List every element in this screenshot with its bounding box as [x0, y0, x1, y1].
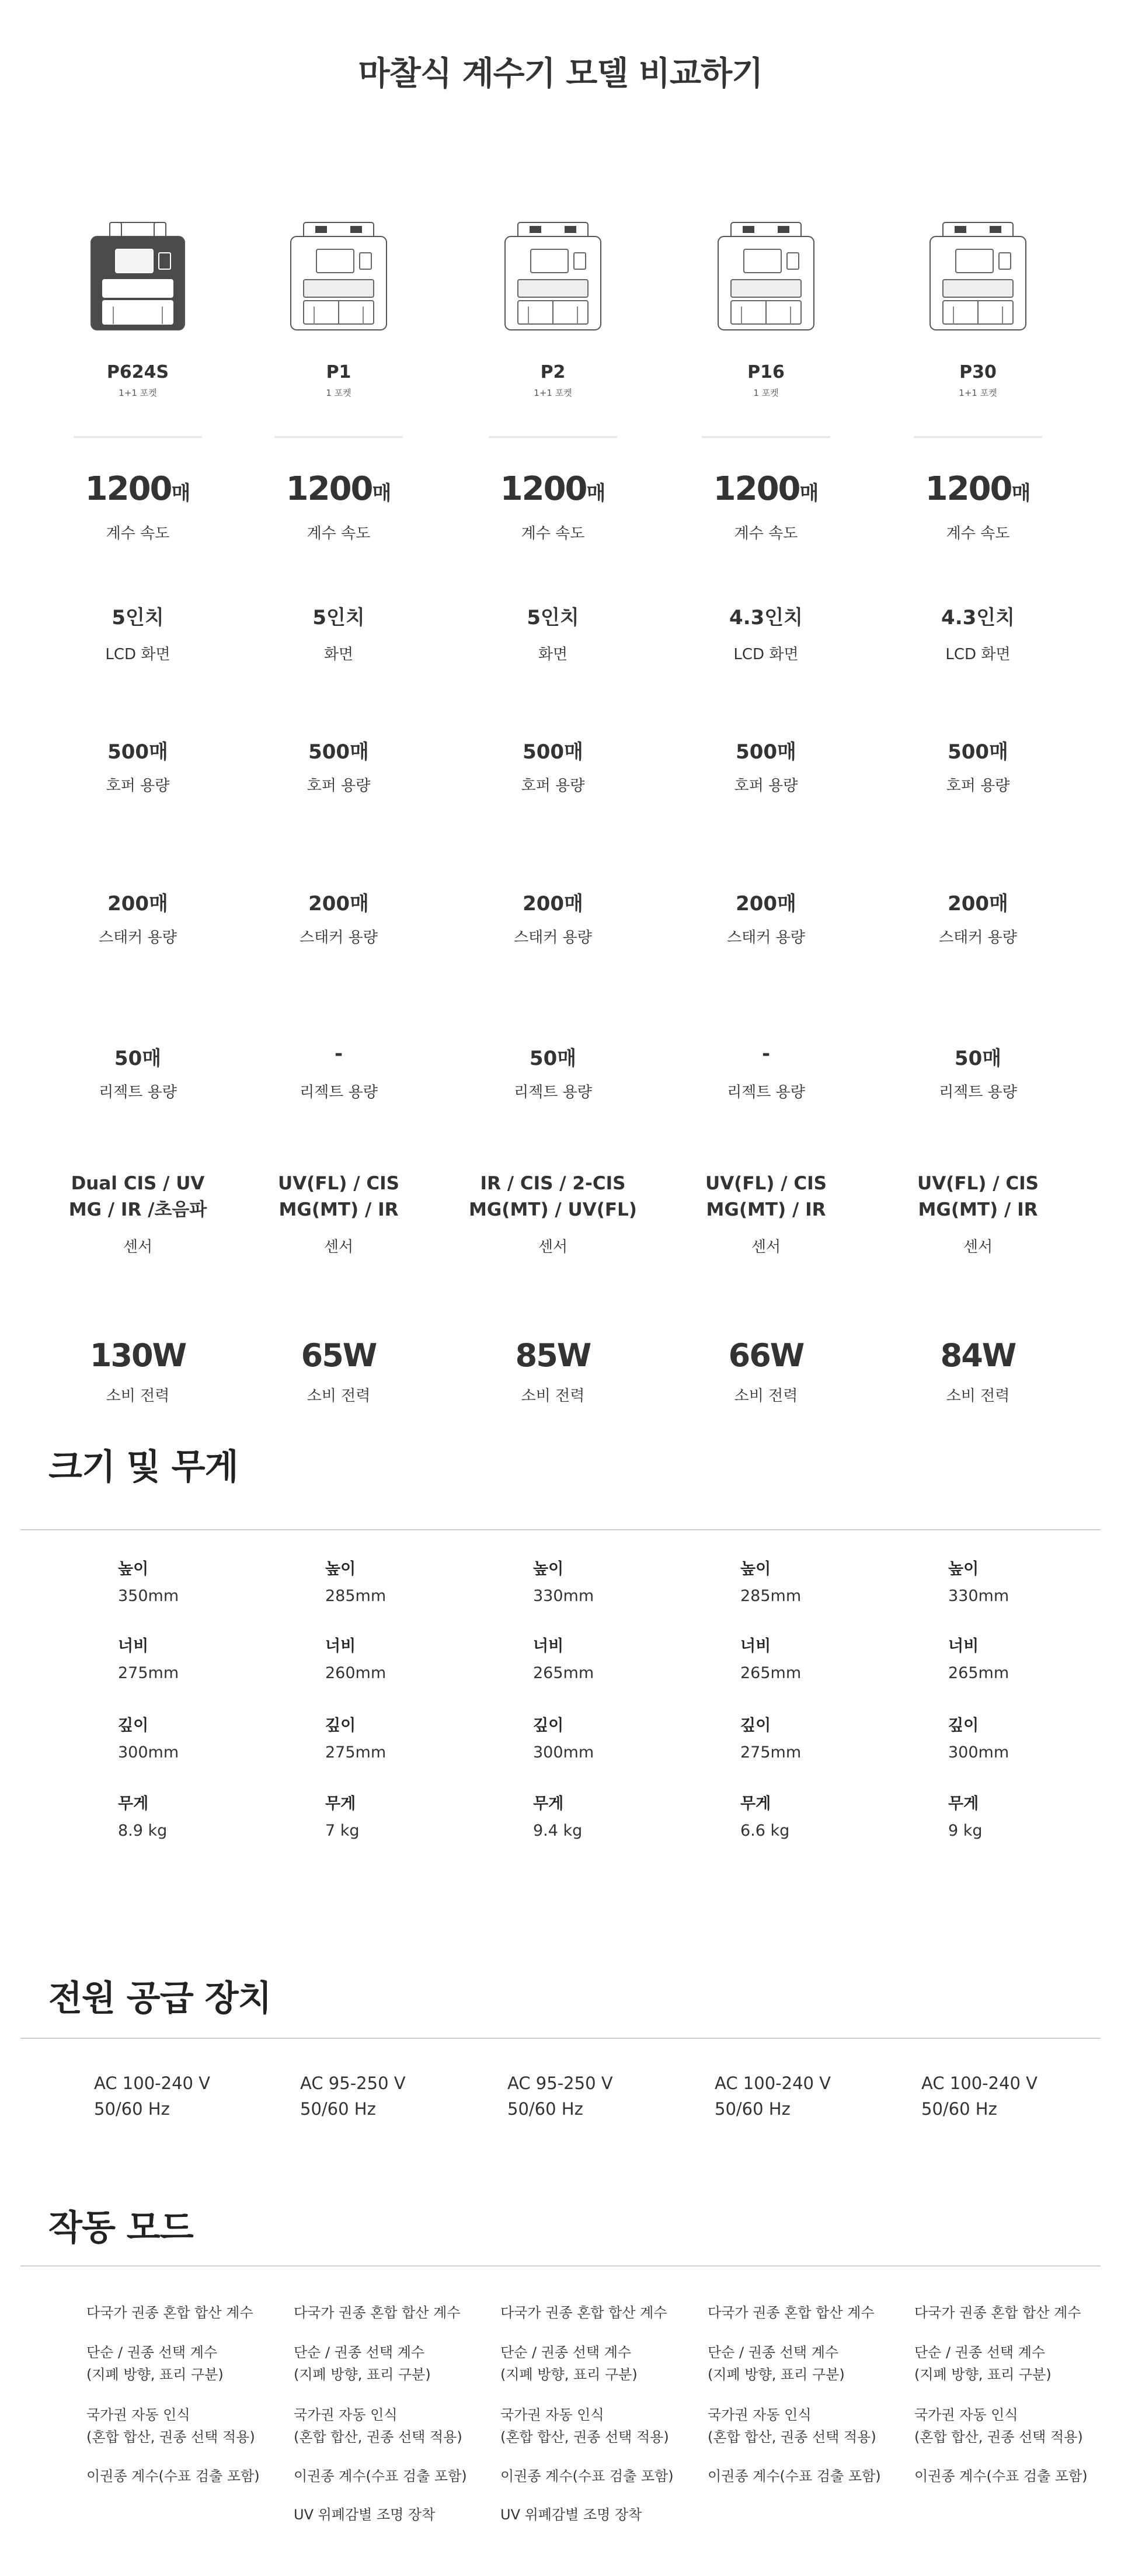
dim-weight-label: 무게	[948, 1795, 979, 1813]
dim-width-value: 265mm	[533, 1664, 594, 1682]
speed-number: 1200	[500, 470, 587, 508]
spec-reject-value: 50매	[954, 1047, 1002, 1070]
size-section-title: 크기 및 무게	[48, 1447, 238, 1488]
spec-sensor-label: 센서	[751, 1238, 781, 1256]
mode-item	[914, 2404, 1083, 2448]
spec-reject-value: -	[334, 1042, 343, 1066]
dim-weight-value: 9 kg	[948, 1822, 983, 1840]
dim-width-label: 너비	[533, 1637, 564, 1655]
mode-item	[500, 2404, 669, 2448]
mode-item	[294, 2465, 467, 2487]
dim-depth	[118, 1712, 270, 1762]
mode-item-line: (혼합 합산, 권종 선택 적용)	[294, 2429, 462, 2445]
mode-item	[294, 2302, 461, 2324]
mode-item	[86, 2302, 253, 2324]
mode-item-line: 단순 / 권종 선택 계수	[294, 2344, 425, 2361]
power-supply-item	[300, 2070, 406, 2122]
mode-item-line: 국가권 자동 인식	[708, 2407, 812, 2423]
dim-width-value: 275mm	[118, 1664, 179, 1682]
dim-width-value: 265mm	[740, 1664, 802, 1682]
spec-reject-label: 리젝트 용량	[99, 1084, 177, 1101]
spec-sensor-line1: IR / CIS / 2-CIS	[480, 1173, 626, 1194]
mode-item-line: 국가권 자동 인식	[294, 2407, 398, 2423]
spec-sensor-line1: Dual CIS / UV	[71, 1173, 205, 1194]
spec-stacker-value: 200매	[107, 892, 168, 915]
mode-item	[500, 2504, 642, 2526]
dim-weight-value: 6.6 kg	[740, 1822, 790, 1840]
product-pockets: 1 포켓	[753, 388, 779, 398]
mode-item-line: (혼합 합산, 권종 선택 적용)	[86, 2429, 255, 2445]
power-frequency: 50/60 Hz	[300, 2099, 376, 2119]
mode-item-line: 이권종 계수(수표 검출 포함)	[914, 2468, 1088, 2484]
mode-item-line: (지폐 방향, 표리 구분)	[86, 2366, 224, 2383]
power-voltage: AC 100-240 V	[94, 2073, 211, 2093]
dim-depth-label: 깊이	[533, 1717, 564, 1735]
spec-screen-label: 화면	[323, 646, 354, 663]
dim-weight	[948, 1791, 1100, 1840]
spec-hopper-label: 호퍼 용량	[734, 777, 798, 795]
size-section-divider	[20, 1529, 1101, 1530]
spec-screen-label: LCD 화면	[105, 646, 170, 663]
product-name[interactable]: P624S	[106, 362, 169, 382]
spec-sensor-line1: UV(FL) / CIS	[278, 1173, 399, 1194]
spec-sensor-line1: UV(FL) / CIS	[917, 1173, 1039, 1194]
dim-height-label: 높이	[948, 1560, 979, 1578]
dim-depth-value: 300mm	[948, 1743, 1009, 1762]
mode-item	[500, 2341, 638, 2386]
dim-weight-value: 7 kg	[325, 1822, 360, 1840]
dim-height	[533, 1556, 685, 1605]
dim-weight-value: 8.9 kg	[118, 1822, 168, 1840]
dim-width	[948, 1633, 1100, 1682]
product-image-p1[interactable]	[280, 219, 397, 336]
mode-item-line: 단순 / 권종 선택 계수	[500, 2344, 632, 2361]
speed-number: 1200	[85, 470, 172, 508]
counter-machine-icon	[920, 327, 1036, 338]
dim-height	[325, 1556, 477, 1605]
product-pockets: 1+1 포켓	[959, 388, 997, 398]
mode-section-divider	[20, 2265, 1101, 2267]
spec-power-label: 소비 전력	[521, 1387, 585, 1405]
spec-speed-label: 계수 속도	[106, 525, 170, 542]
spec-reject-value: 50매	[529, 1047, 577, 1070]
mode-item-line: (혼합 합산, 권종 선택 적용)	[500, 2429, 669, 2445]
mode-item-line: (혼합 합산, 권종 선택 적용)	[914, 2429, 1083, 2445]
speed-number: 1200	[713, 470, 800, 508]
mode-item-line: 다국가 권종 혼합 합산 계수	[294, 2305, 461, 2321]
spec-stacker-label: 스태커 용량	[727, 929, 805, 946]
counter-machine-icon	[495, 327, 611, 338]
spec-reject-value: -	[761, 1042, 771, 1066]
spec-power-value: 84W	[940, 1337, 1016, 1374]
product-image-p16[interactable]	[708, 219, 824, 336]
spec-speed-value	[678, 470, 854, 508]
spec-sensor-line2: MG(MT) / UV(FL)	[469, 1199, 637, 1220]
speed-unit: 매	[372, 482, 392, 505]
mode-item	[914, 2341, 1052, 2386]
power-frequency: 50/60 Hz	[715, 2099, 791, 2119]
spec-speed-value	[50, 470, 225, 508]
mode-item	[86, 2465, 260, 2487]
mode-item	[708, 2404, 876, 2448]
dim-depth-label: 깊이	[325, 1717, 356, 1735]
product-image-p2[interactable]	[495, 219, 611, 336]
dim-width-value: 265mm	[948, 1664, 1009, 1682]
dim-height	[740, 1556, 892, 1605]
power-voltage: AC 100-240 V	[921, 2073, 1038, 2093]
mode-item	[708, 2302, 875, 2324]
speed-unit: 매	[799, 482, 819, 505]
speed-number: 1200	[286, 470, 372, 508]
power-frequency: 50/60 Hz	[507, 2099, 583, 2119]
spec-hopper-label: 호퍼 용량	[106, 777, 170, 795]
dim-height-label: 높이	[533, 1560, 564, 1578]
mode-item-line: 이권종 계수(수표 검출 포함)	[500, 2468, 674, 2484]
spec-sensor-label: 센서	[963, 1238, 993, 1256]
dim-width	[325, 1633, 477, 1682]
mode-item	[500, 2465, 674, 2487]
speed-unit: 매	[171, 482, 191, 505]
product-pockets: 1+1 포켓	[119, 388, 157, 398]
product-name[interactable]: P16	[747, 362, 785, 382]
spec-stacker-value: 200매	[736, 892, 796, 915]
spec-power-value: 66W	[728, 1337, 804, 1374]
dim-weight-label: 무게	[325, 1795, 356, 1813]
mode-item-line: 다국가 권종 혼합 합산 계수	[708, 2305, 875, 2321]
dim-weight	[118, 1791, 270, 1840]
power-voltage: AC 95-250 V	[300, 2073, 406, 2093]
spec-screen-value: 4.3인치	[941, 606, 1015, 629]
dim-depth-label: 깊이	[948, 1717, 979, 1735]
mode-item-line: (지폐 방향, 표리 구분)	[294, 2366, 431, 2383]
speed-unit: 매	[586, 482, 606, 505]
mode-item	[86, 2341, 224, 2386]
spec-hopper-value: 500매	[107, 740, 168, 764]
speed-unit: 매	[1011, 482, 1031, 505]
spec-reject-value: 50매	[114, 1047, 162, 1070]
mode-item-line: 이권종 계수(수표 검출 포함)	[708, 2468, 881, 2484]
spec-reject-label: 리젝트 용량	[939, 1084, 1017, 1101]
spec-sensor-line2: MG(MT) / IR	[278, 1199, 399, 1220]
spec-stacker-label: 스태커 용량	[514, 929, 592, 946]
spec-sensor-line2: MG(MT) / IR	[918, 1199, 1038, 1220]
mode-item	[500, 2302, 667, 2324]
spec-stacker-value: 200매	[523, 892, 583, 915]
dim-depth-value: 275mm	[325, 1743, 387, 1762]
dim-width-label: 너비	[118, 1637, 149, 1655]
power-supply-item	[715, 2070, 831, 2122]
product-divider	[274, 436, 403, 438]
spec-power-label: 소비 전력	[734, 1387, 798, 1405]
spec-speed-value	[465, 470, 640, 508]
mode-item	[708, 2465, 881, 2487]
mode-item	[294, 2504, 435, 2526]
spec-stacker-label: 스태커 용량	[939, 929, 1017, 946]
spec-power-label: 소비 전력	[106, 1387, 170, 1405]
product-divider	[702, 436, 830, 438]
dim-height	[118, 1556, 270, 1605]
mode-item-line: 국가권 자동 인식	[86, 2407, 190, 2423]
mode-item-line: UV 위폐감별 조명 장착	[500, 2507, 642, 2523]
dim-weight-label: 무게	[533, 1795, 564, 1813]
spec-stacker-value: 200매	[948, 892, 1008, 915]
mode-item	[86, 2404, 255, 2448]
dim-height-label: 높이	[740, 1560, 771, 1578]
mode-item	[914, 2302, 1081, 2324]
mode-item-line: (지폐 방향, 표리 구분)	[708, 2366, 845, 2383]
spec-sensor-label: 센서	[323, 1238, 354, 1256]
spec-power-value: 65W	[301, 1337, 377, 1374]
dim-weight	[325, 1791, 477, 1840]
dim-weight	[740, 1791, 892, 1840]
product-divider	[914, 436, 1042, 438]
spec-power-value: 130W	[89, 1337, 186, 1374]
spec-speed-value	[251, 470, 426, 508]
power-supply-item	[921, 2070, 1038, 2122]
product-name[interactable]: P1	[326, 362, 351, 382]
dim-weight-label: 무게	[740, 1795, 771, 1813]
spec-stacker-label: 스태커 용량	[300, 929, 378, 946]
mode-item-line: (지폐 방향, 표리 구분)	[914, 2366, 1052, 2383]
power-frequency: 50/60 Hz	[921, 2099, 997, 2119]
spec-hopper-value: 500매	[308, 740, 369, 764]
dim-width-label: 너비	[325, 1637, 356, 1655]
product-image-p624s[interactable]	[79, 219, 196, 336]
spec-power-value: 85W	[515, 1337, 591, 1374]
dim-height-label: 높이	[118, 1560, 149, 1578]
mode-section-title: 작동 모드	[48, 2208, 193, 2248]
product-pockets: 1 포켓	[326, 388, 351, 398]
spec-sensor-line1: UV(FL) / CIS	[705, 1173, 827, 1194]
dim-weight	[533, 1791, 685, 1840]
spec-speed-label: 계수 속도	[307, 525, 371, 542]
dim-weight-label: 무게	[118, 1795, 149, 1813]
dim-depth-value: 275mm	[740, 1743, 802, 1762]
dim-height-label: 높이	[325, 1560, 356, 1578]
mode-item-line: 국가권 자동 인식	[914, 2407, 1018, 2423]
product-name[interactable]: P2	[540, 362, 566, 382]
product-divider	[74, 436, 202, 438]
power-frequency: 50/60 Hz	[94, 2099, 170, 2119]
spec-power-label: 소비 전력	[946, 1387, 1010, 1405]
spec-reject-label: 리젝트 용량	[514, 1084, 592, 1101]
spec-screen-value: 4.3인치	[729, 606, 803, 629]
spec-screen-value: 5인치	[112, 606, 164, 629]
spec-hopper-label: 호퍼 용량	[521, 777, 585, 795]
dim-depth	[948, 1712, 1100, 1762]
mode-item-line: 이권종 계수(수표 검출 포함)	[294, 2468, 467, 2484]
spec-screen-label: LCD 화면	[733, 646, 799, 663]
spec-screen-label: 화면	[538, 646, 568, 663]
power-supply-item	[94, 2070, 210, 2122]
spec-stacker-value: 200매	[308, 892, 369, 915]
speed-number: 1200	[925, 470, 1012, 508]
spec-screen-value: 5인치	[312, 606, 365, 629]
dim-depth-label: 깊이	[740, 1717, 771, 1735]
product-divider	[489, 436, 617, 438]
dim-depth	[533, 1712, 685, 1762]
mode-item-line: 단순 / 권종 선택 계수	[708, 2344, 839, 2361]
counter-machine-dark-icon	[79, 327, 196, 338]
spec-sensor-label: 센서	[123, 1238, 153, 1256]
spec-sensor-label: 센서	[538, 1238, 568, 1256]
spec-speed-label: 계수 속도	[734, 525, 798, 542]
dim-width	[118, 1633, 270, 1682]
dim-width	[740, 1633, 892, 1682]
mode-item	[294, 2341, 431, 2386]
spec-power-label: 소비 전력	[307, 1387, 371, 1405]
power-section-title: 전원 공급 장치	[48, 1978, 271, 2019]
dim-width	[533, 1633, 685, 1682]
mode-item-line: 다국가 권종 혼합 합산 계수	[914, 2305, 1081, 2321]
spec-hopper-value: 500매	[948, 740, 1008, 764]
mode-item	[294, 2404, 462, 2448]
mode-item-line: 단순 / 권종 선택 계수	[914, 2344, 1046, 2361]
dim-height-value: 330mm	[533, 1587, 594, 1605]
spec-stacker-label: 스태커 용량	[99, 929, 177, 946]
spec-screen-label: LCD 화면	[945, 646, 1011, 663]
mode-item-line: 이권종 계수(수표 검출 포함)	[86, 2468, 260, 2484]
dim-height-value: 285mm	[325, 1587, 387, 1605]
dim-weight-value: 9.4 kg	[533, 1822, 583, 1840]
spec-reject-label: 리젝트 용량	[300, 1084, 378, 1101]
spec-reject-label: 리젝트 용량	[727, 1084, 805, 1101]
dim-width-label: 너비	[740, 1637, 771, 1655]
mode-item-line: 단순 / 권종 선택 계수	[86, 2344, 218, 2361]
mode-item-line: 국가권 자동 인식	[500, 2407, 604, 2423]
mode-item-line: (지폐 방향, 표리 구분)	[500, 2366, 638, 2383]
dim-height-value: 285mm	[740, 1587, 802, 1605]
mode-item-line: 다국가 권종 혼합 합산 계수	[500, 2305, 667, 2321]
counter-machine-icon	[708, 327, 824, 338]
spec-hopper-label: 호퍼 용량	[307, 777, 371, 795]
mode-item	[914, 2465, 1088, 2487]
dim-depth-value: 300mm	[533, 1743, 594, 1762]
mode-item	[708, 2341, 845, 2386]
counter-machine-icon	[280, 327, 397, 338]
dim-width-label: 너비	[948, 1637, 979, 1655]
spec-hopper-value: 500매	[523, 740, 583, 764]
dim-height-value: 350mm	[118, 1587, 179, 1605]
spec-speed-label: 계수 속도	[521, 525, 585, 542]
product-pockets: 1+1 포켓	[534, 388, 572, 398]
spec-speed-label: 계수 속도	[946, 525, 1010, 542]
spec-speed-value	[890, 470, 1066, 508]
spec-sensor-line2: MG / IR /초음파	[68, 1199, 207, 1220]
dim-depth-label: 깊이	[118, 1717, 149, 1735]
spec-hopper-label: 호퍼 용량	[946, 777, 1010, 795]
product-image-p30[interactable]	[920, 219, 1036, 336]
dim-depth	[325, 1712, 477, 1762]
dim-depth-value: 300mm	[118, 1743, 179, 1762]
spec-hopper-value: 500매	[736, 740, 796, 764]
power-section-divider	[20, 2038, 1101, 2039]
mode-item-line: (혼합 합산, 권종 선택 적용)	[708, 2429, 876, 2445]
dim-height-value: 330mm	[948, 1587, 1009, 1605]
power-voltage: AC 95-250 V	[507, 2073, 613, 2093]
mode-item-line: UV 위폐감별 조명 장착	[294, 2507, 436, 2523]
dim-depth	[740, 1712, 892, 1762]
spec-sensor-line2: MG(MT) / IR	[706, 1199, 826, 1220]
page-title: 마찰식 계수기 모델 비교하기	[358, 55, 763, 93]
dim-width-value: 260mm	[325, 1664, 387, 1682]
spec-screen-value: 5인치	[527, 606, 579, 629]
power-supply-item	[507, 2070, 613, 2122]
product-name[interactable]: P30	[959, 362, 997, 382]
dim-height	[948, 1556, 1100, 1605]
power-voltage: AC 100-240 V	[715, 2073, 831, 2093]
mode-item-line: 다국가 권종 혼합 합산 계수	[86, 2305, 253, 2321]
